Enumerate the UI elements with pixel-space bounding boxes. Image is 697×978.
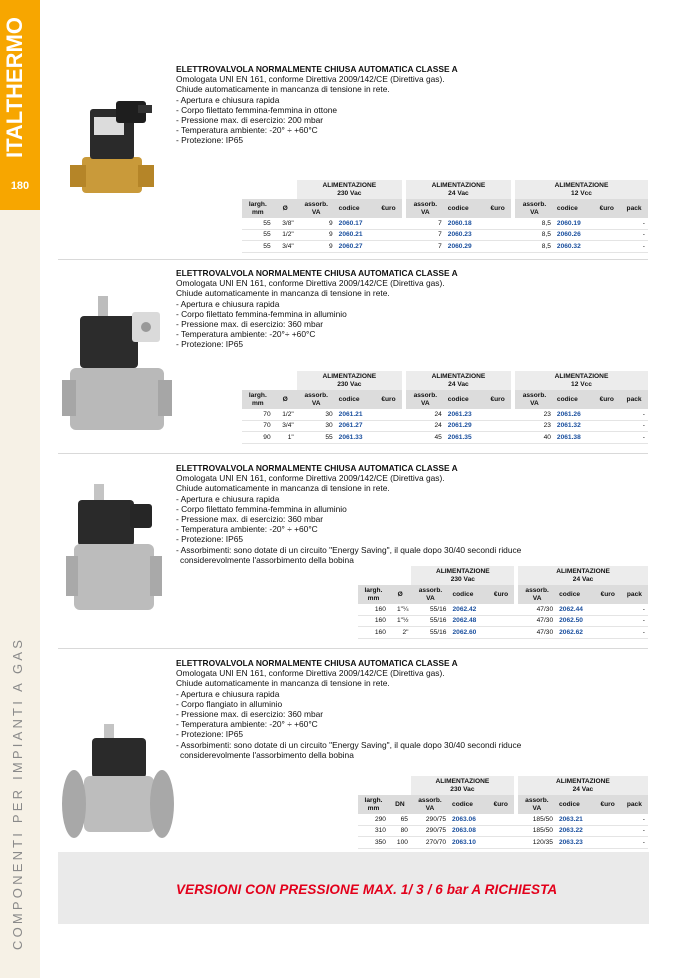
table-cell: [595, 825, 621, 837]
banner-text: VERSIONI CON PRESSIONE MAX. 1/ 3 / 6 bar A RICHIESTA: [176, 882, 558, 897]
table-row: [242, 409, 648, 420]
table-cell: [484, 409, 511, 420]
col-header: largh. mm: [242, 390, 274, 409]
col-header: Ø: [274, 390, 297, 409]
table-cell: 2062.48: [449, 615, 487, 627]
col-header: assorb. VA: [515, 390, 554, 409]
col-header: Ø: [389, 585, 412, 604]
desc-line: - Corpo filettato femmina-femmina in alluminio: [176, 503, 347, 514]
table-cell: 2063.08: [449, 825, 488, 837]
desc-line: - Assorbimenti: sono dotate di un circuito "Energy Saving", il quale dopo 30/40 secondi riduce: [176, 544, 522, 555]
brand-box: [0, 0, 40, 210]
table-cell: 23: [515, 409, 554, 420]
table-cell: 65: [389, 814, 411, 825]
divider: [58, 453, 648, 454]
group-header: ALIMENTAZIONE 24 Vac: [406, 371, 511, 390]
group-header: ALIMENTAZIONE 12 Vcc: [515, 371, 648, 390]
table-cell: [593, 229, 620, 241]
table-cell: 2061.35: [445, 432, 484, 444]
table-cell: -: [621, 825, 648, 837]
table-cell: 1"¼: [389, 604, 412, 615]
col-header: €uro: [375, 199, 402, 218]
table-cell: 185/50: [518, 825, 556, 837]
table-cell: 8,5: [515, 241, 554, 253]
table-cell: [484, 241, 511, 253]
table-cell: 2061.29: [445, 420, 484, 432]
table-cell: [488, 615, 514, 627]
desc-line: - Temperatura ambiente: -20° ÷ +60°C: [176, 125, 318, 136]
table-cell: 1"½: [389, 615, 412, 627]
table-cell: 2": [389, 627, 412, 639]
table-cell: 185/50: [518, 814, 556, 825]
col-header: €uro: [593, 199, 620, 218]
group-header: ALIMENTAZIONE 230 Vac: [297, 371, 402, 390]
table-cell: -: [620, 432, 648, 444]
price-table-1: [242, 180, 648, 253]
table-cell: 2063.23: [556, 837, 595, 849]
col-header: assorb. VA: [406, 390, 445, 409]
product-1-description: [176, 64, 458, 146]
table-cell: 55/16: [411, 604, 449, 615]
table-cell: 1/2": [274, 229, 297, 241]
table-cell: 290/75: [411, 814, 449, 825]
table-cell: 160: [358, 627, 389, 639]
table-cell: [375, 229, 402, 241]
desc-line: Omologata UNI EN 161, conforme Direttiva 2009/142/CE (Direttiva gas).: [176, 278, 445, 289]
table-cell: 1/2": [274, 409, 297, 420]
product-4-title: ELETTROVALVOLA NORMALMENTE CHIUSA AUTOMATICA CLASSE A: [176, 658, 458, 668]
table-cell: 40: [515, 432, 554, 444]
desc-line: - Corpo filettato femmina-femmina in ottone: [176, 104, 338, 115]
table-cell: [484, 218, 511, 229]
table-cell: 2063.06: [449, 814, 488, 825]
table-cell: 2060.21: [336, 229, 375, 241]
table-cell: [595, 604, 621, 615]
table-cell: [593, 241, 620, 253]
table-cell: [488, 604, 514, 615]
col-header: assorb. VA: [515, 199, 554, 218]
sidebar: [0, 0, 40, 978]
table-header-cell: [242, 180, 297, 199]
col-header: €uro: [484, 199, 511, 218]
desc-line: - Pressione max. di esercizio: 360 mbar: [176, 709, 324, 720]
col-header: largh. mm: [358, 795, 389, 814]
desc-line: - Pressione max. di esercizio: 200 mbar: [176, 115, 324, 126]
col-header: €uro: [593, 390, 620, 409]
table-cell: 2062.50: [556, 615, 594, 627]
group-header: ALIMENTAZIONE 24 Vac: [518, 566, 648, 585]
table-cell: [488, 627, 514, 639]
table-row: [358, 615, 648, 627]
table-cell: [375, 241, 402, 253]
price-table-2: [242, 371, 648, 444]
table-cell: [484, 420, 511, 432]
col-header: assorb. VA: [297, 199, 336, 218]
table-cell: 8,5: [515, 229, 554, 241]
table-cell: 23: [515, 420, 554, 432]
col-header: Ø: [274, 199, 297, 218]
table-cell: 47/30: [518, 604, 556, 615]
table-cell: 45: [406, 432, 445, 444]
table-header-cell: [358, 776, 411, 795]
table-cell: 80: [389, 825, 411, 837]
table-cell: 290/75: [411, 825, 449, 837]
table-cell: [595, 615, 621, 627]
product-4-description: [176, 658, 521, 760]
group-header: ALIMENTAZIONE 230 Vac: [411, 776, 514, 795]
table-cell: 2063.10: [449, 837, 488, 849]
valve-image-brass: [60, 95, 168, 205]
pressure-versions-banner: [58, 852, 649, 924]
table-cell: 2060.26: [554, 229, 593, 241]
price-table-4: [358, 776, 648, 849]
table-cell: 2062.42: [449, 604, 487, 615]
table-cell: [484, 229, 511, 241]
desc-line: - Apertura e chiusura rapida: [176, 688, 280, 699]
table-cell: 2063.21: [556, 814, 595, 825]
table-cell: [595, 814, 621, 825]
table-cell: 8,5: [515, 218, 554, 229]
col-header: pack: [621, 585, 648, 604]
table-cell: 24: [406, 409, 445, 420]
col-header: €uro: [595, 585, 621, 604]
desc-line: - Apertura e chiusura rapida: [176, 94, 280, 105]
table-row: [242, 432, 648, 444]
table-cell: [595, 627, 621, 639]
table-cell: [484, 432, 511, 444]
table-cell: -: [620, 229, 648, 241]
col-header: pack: [621, 795, 648, 814]
desc-line: - Temperatura ambiente: -20° ÷ +60°C: [176, 719, 318, 730]
table-cell: 55/16: [411, 627, 449, 639]
col-header: codice: [556, 795, 595, 814]
desc-line: Chiude automaticamente in mancanza di tensione in rete.: [176, 288, 390, 299]
table-cell: [375, 420, 402, 432]
table-cell: 7: [406, 229, 445, 241]
table-row: [358, 627, 648, 639]
table-cell: 160: [358, 604, 389, 615]
col-header: €uro: [484, 390, 511, 409]
valve-image-aluminium-large: [64, 478, 164, 618]
group-header: ALIMENTAZIONE 24 Vac: [406, 180, 511, 199]
table-cell: 350: [358, 837, 389, 849]
col-header: assorb. VA: [518, 585, 556, 604]
table-cell: 30: [297, 409, 336, 420]
col-header: pack: [620, 199, 648, 218]
table-cell: 55: [242, 241, 274, 253]
table-cell: 2061.26: [554, 409, 593, 420]
col-header: assorb. VA: [297, 390, 336, 409]
table-row: [242, 218, 648, 229]
table-cell: -: [621, 604, 648, 615]
table-cell: [488, 837, 514, 849]
desc-line: Chiude automaticamente in mancanza di tensione in rete.: [176, 483, 390, 494]
table-cell: [375, 409, 402, 420]
table-cell: 2061.38: [554, 432, 593, 444]
col-header: DN: [389, 795, 411, 814]
table-cell: 30: [297, 420, 336, 432]
table-cell: 70: [242, 420, 274, 432]
table-cell: -: [621, 837, 648, 849]
table-cell: -: [620, 218, 648, 229]
table-cell: 3/4": [274, 420, 297, 432]
table-cell: 2060.17: [336, 218, 375, 229]
col-header: codice: [445, 199, 484, 218]
desc-line: - Apertura e chiusura rapida: [176, 493, 280, 504]
table-cell: 70: [242, 409, 274, 420]
desc-line: Omologata UNI EN 161, conforme Direttiva 2009/142/CE (Direttiva gas).: [176, 473, 445, 484]
desc-line: - Corpo filettato femmina-femmina in alluminio: [176, 308, 347, 319]
table-cell: -: [620, 420, 648, 432]
desc-line: Omologata UNI EN 161, conforme Direttiva 2009/142/CE (Direttiva gas).: [176, 668, 445, 679]
desc-line: - Pressione max. di esercizio: 360 mbar: [176, 319, 324, 330]
table-cell: 160: [358, 615, 389, 627]
col-header: assorb. VA: [411, 585, 449, 604]
table-cell: [375, 432, 402, 444]
table-row: [242, 420, 648, 432]
desc-line: - Protezione: IP65: [176, 534, 244, 545]
desc-line: - Corpo flangiato in alluminio: [176, 698, 283, 709]
table-row: [242, 241, 648, 253]
desc-line: - Protezione: IP65: [176, 729, 244, 740]
col-header: codice: [336, 199, 375, 218]
section-title: COMPONENTI PER IMPIANTI A GAS: [10, 636, 25, 950]
table-cell: 9: [297, 241, 336, 253]
table-cell: 2060.23: [445, 229, 484, 241]
table-row: [358, 604, 648, 615]
desc-line: - Protezione: IP65: [176, 339, 244, 350]
table-header-cell: [242, 371, 297, 390]
table-cell: 3/4": [274, 241, 297, 253]
table-cell: [593, 409, 620, 420]
table-cell: 55: [242, 229, 274, 241]
table-cell: 47/30: [518, 627, 556, 639]
desc-line: - Temperatura ambiente: -20°÷ +60°C: [176, 329, 316, 340]
col-header: codice: [445, 390, 484, 409]
col-header: codice: [554, 390, 593, 409]
table-cell: 290: [358, 814, 389, 825]
table-header-cell: [358, 566, 411, 585]
table-cell: 2062.44: [556, 604, 594, 615]
col-header: €uro: [488, 585, 514, 604]
group-header: ALIMENTAZIONE 230 Vac: [297, 180, 402, 199]
table-cell: 47/30: [518, 615, 556, 627]
table-row: [358, 837, 648, 849]
desc-line: - Assorbimenti: sono dotate di un circuito "Energy Saving", il quale dopo 30/40 secondi riduce: [176, 739, 522, 750]
table-cell: 2060.27: [336, 241, 375, 253]
col-header: codice: [554, 199, 593, 218]
table-cell: [488, 814, 514, 825]
table-cell: [595, 837, 621, 849]
table-cell: 310: [358, 825, 389, 837]
col-header: largh. mm: [242, 199, 274, 218]
valve-image-aluminium: [62, 290, 172, 440]
table-cell: 55: [297, 432, 336, 444]
divider: [58, 259, 648, 260]
group-header: ALIMENTAZIONE 24 Vac: [518, 776, 648, 795]
col-header: codice: [336, 390, 375, 409]
group-header: ALIMENTAZIONE 230 Vac: [411, 566, 514, 585]
table-cell: [593, 420, 620, 432]
valve-image-flanged: [60, 718, 176, 842]
table-row: [242, 229, 648, 241]
divider: [58, 648, 648, 649]
col-header: €uro: [488, 795, 514, 814]
table-cell: 2060.18: [445, 218, 484, 229]
table-cell: 2062.60: [449, 627, 487, 639]
col-header: largh. mm: [358, 585, 389, 604]
product-2-title: ELETTROVALVOLA NORMALMENTE CHIUSA AUTOMATICA CLASSE A: [176, 268, 458, 278]
table-row: [358, 814, 648, 825]
table-cell: 2061.33: [336, 432, 375, 444]
table-cell: -: [621, 627, 648, 639]
col-header: codice: [556, 585, 594, 604]
table-cell: [488, 825, 514, 837]
table-cell: 2060.19: [554, 218, 593, 229]
col-header: pack: [620, 390, 648, 409]
table-cell: 24: [406, 420, 445, 432]
product-2-description: [176, 268, 458, 350]
desc-line: - Pressione max. di esercizio: 360 mbar: [176, 514, 324, 525]
table-cell: [593, 218, 620, 229]
desc-line: Omologata UNI EN 161, conforme Direttiva 2009/142/CE (Direttiva gas).: [176, 74, 445, 85]
table-cell: 3/8": [274, 218, 297, 229]
table-cell: -: [621, 615, 648, 627]
table-cell: 7: [406, 241, 445, 253]
table-cell: 270/70: [411, 837, 449, 849]
product-3-title: ELETTROVALVOLA NORMALMENTE CHIUSA AUTOMATICA CLASSE A: [176, 463, 458, 473]
table-cell: 2062.62: [556, 627, 594, 639]
desc-line: considerevolmente l'assorbimento della bobina: [180, 749, 354, 760]
brand-logo: ITALTHERMO: [2, 17, 27, 158]
col-header: assorb. VA: [411, 795, 449, 814]
col-header: codice: [449, 795, 488, 814]
table-row: [358, 825, 648, 837]
desc-line: - Temperatura ambiente: -20° ÷ +60°C: [176, 524, 318, 535]
table-cell: 9: [297, 229, 336, 241]
desc-line: considerevolmente l'assorbimento della bobina: [180, 554, 354, 565]
col-header: €uro: [595, 795, 621, 814]
group-header: ALIMENTAZIONE 12 Vcc: [515, 180, 648, 199]
desc-line: - Apertura e chiusura rapida: [176, 298, 280, 309]
col-header: codice: [449, 585, 487, 604]
table-cell: [593, 432, 620, 444]
table-cell: 1": [274, 432, 297, 444]
page-number: 180: [10, 180, 30, 192]
table-cell: -: [620, 241, 648, 253]
table-cell: 2060.29: [445, 241, 484, 253]
table-cell: 2061.27: [336, 420, 375, 432]
product-1-title: ELETTROVALVOLA NORMALMENTE CHIUSA AUTOMATICA CLASSE A: [176, 64, 458, 74]
table-cell: 55: [242, 218, 274, 229]
table-cell: 2060.32: [554, 241, 593, 253]
table-cell: -: [621, 814, 648, 825]
table-cell: 2061.32: [554, 420, 593, 432]
table-cell: 2063.22: [556, 825, 595, 837]
product-3-description: [176, 463, 521, 565]
price-table-3: [358, 566, 648, 639]
table-cell: 2061.21: [336, 409, 375, 420]
table-cell: 9: [297, 218, 336, 229]
table-cell: -: [620, 409, 648, 420]
table-cell: 100: [389, 837, 411, 849]
table-cell: [375, 218, 402, 229]
desc-line: - Protezione: IP65: [176, 135, 244, 146]
desc-line: Chiude automaticamente in mancanza di tensione in rete.: [176, 678, 390, 689]
col-header: assorb. VA: [406, 199, 445, 218]
table-cell: 90: [242, 432, 274, 444]
col-header: €uro: [375, 390, 402, 409]
table-cell: 2061.23: [445, 409, 484, 420]
col-header: assorb. VA: [518, 795, 556, 814]
table-cell: 55/16: [411, 615, 449, 627]
table-cell: 7: [406, 218, 445, 229]
table-cell: 120/35: [518, 837, 556, 849]
desc-line: Chiude automaticamente in mancanza di tensione in rete.: [176, 84, 390, 95]
